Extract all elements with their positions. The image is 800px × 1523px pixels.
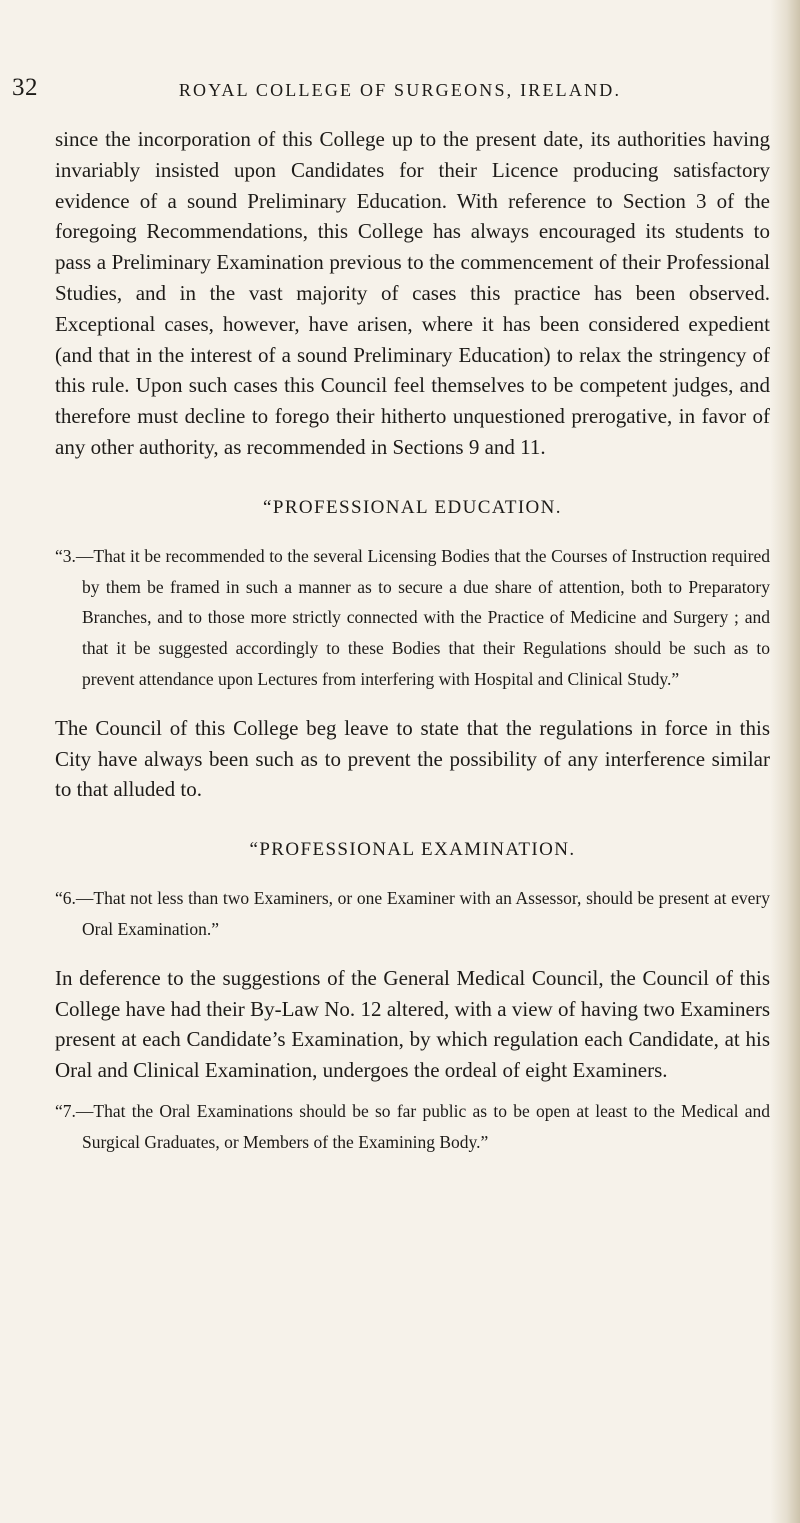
- paragraph-preliminary-education: since the incorporation of this College up to the present date, its authorities having invariably insisted upon Candidates for their Licence producing satisfactory evidence of a sound Preliminary Education. With reference to Section 3 of the foregoing Recommendations, this College has always encouraged its students to pass a Preliminary Examination previous to the commencement of their Professional Studies, and in the vast majority of cases this practice has been observed. Exceptional cases, however, have arisen, where it has been considered expedient (and that in the interest of a sound Preliminary Education) to relax the stringency of this rule. Upon such cases this Council feel themselves to be competent judges, and therefore must decline to forego their hitherto unquestioned prerogative, in favor of any other authority, as recommended in Sections 9 and 11.: [55, 127, 770, 459]
- page-number: 32: [12, 74, 38, 101]
- quote-recommendation-7: “7.—That the Oral Examinations should be so far public as to be open at least to the Medical and Surgical Graduates, or Members of the Examining Body.”: [55, 1100, 770, 1152]
- running-head: ROYAL COLLEGE OF SURGEONS, IRELAND.: [178, 80, 622, 100]
- paragraph-council-regulations: The Council of this College beg leave to state that the regulations in force in this City have always been such as to prevent the possibility of any interference similar to that alluded to.: [55, 715, 770, 802]
- quote-recommendation-6: “6.—That not less than two Examiners, or one Examiner with an Assessor, should be present at every Oral Examination.”: [55, 888, 770, 939]
- quote-recommendation-3: “3.—That it be recommended to the several Licensing Bodies that the Courses of Instruction required by them be framed in such a manner as to secure a due share of attention, both to Preparatory Branches, and to those more strictly connected with the Practice of Medicine and Surgery ; and that it be suggested accordingly to these Bodies that their Regulations should be such as to prevent attendance upon Lectures from interfering with Hospital and Clinical Study.”: [55, 545, 770, 689]
- page-edge-shadow: [770, 0, 800, 1523]
- paragraph-by-law-12: In deference to the suggestions of the General Medical Council, the Council of this College have had their By-Law No. 12 altered, with a view of having two Examiners present at each Candidate’s Examination, by which regulation each Candidate, at his Oral and Clinical Examination, undergoes the ordeal of eight Examiners.: [55, 965, 770, 1083]
- heading-professional-examination: “PROFESSIONAL EXAMINATION.: [249, 839, 576, 861]
- heading-professional-education: “PROFESSIONAL EDUCATION.: [263, 496, 562, 518]
- body-text: [55, 124, 770, 1176]
